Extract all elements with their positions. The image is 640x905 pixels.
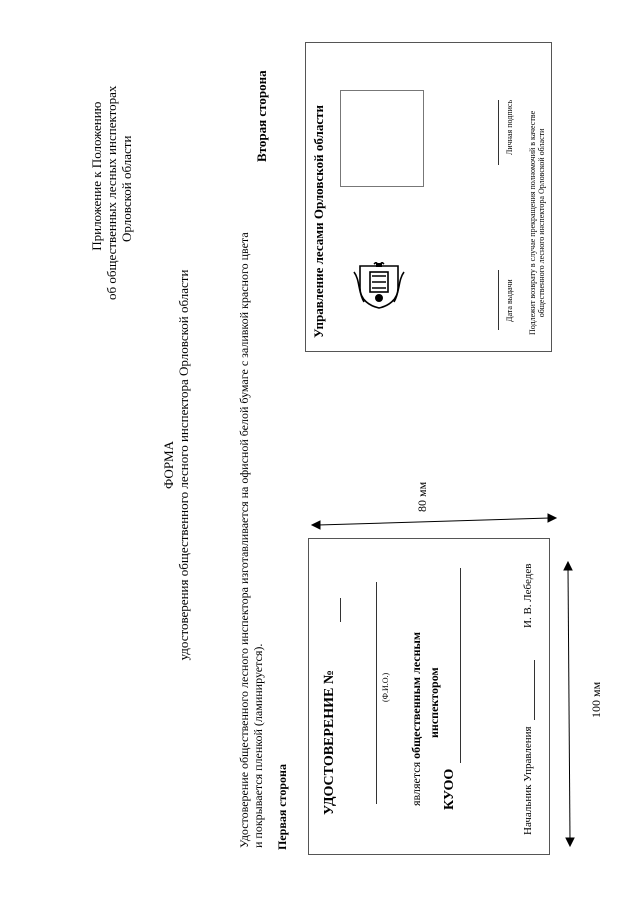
fio-caption: (Ф.И.О.) <box>381 672 390 702</box>
kuoo-line <box>460 568 461 763</box>
form-title-block <box>162 235 192 695</box>
certificate-number-line <box>340 598 341 622</box>
form-title: ФОРМА <box>161 441 176 489</box>
return-note <box>528 111 546 335</box>
certificate-number-heading: УДОСТОВЕРЕНИЕ № <box>322 670 337 815</box>
return-note-line2: общественного лесного инспектора Орловской области <box>537 128 547 318</box>
appendix-line3: Орловской области <box>118 135 134 242</box>
appendix-heading <box>90 86 135 300</box>
form-description <box>238 232 266 848</box>
orel-coat-of-arms-icon <box>352 262 406 310</box>
personal-signature-label: Личная подпись <box>505 99 514 155</box>
first-side-label: Первая сторона <box>275 764 289 850</box>
width-dimension-label: 100 мм <box>589 681 603 718</box>
chief-signature-line <box>534 660 535 720</box>
second-side-card <box>305 42 552 352</box>
role-line2: инспектором <box>427 667 441 738</box>
issue-date-line <box>498 270 499 330</box>
second-card-header: Управление лесами Орловской области <box>311 105 326 338</box>
issue-date-label: Дата выдачи <box>505 279 514 322</box>
chief-label: Начальник Управления <box>522 726 534 835</box>
form-subtitle: удостоверения общественного лесного инспектора Орловской области <box>175 269 191 661</box>
kuoo-label: КУОО <box>442 768 457 810</box>
role-prefix: является <box>409 761 423 806</box>
photo-placeholder <box>340 90 424 187</box>
height-dimension-label: 80 мм <box>415 481 429 512</box>
form-description-line1: Удостоверение общественного лесного инспектора изготавливается на офисной белой бумаге с заливкой красного цвета <box>237 232 251 848</box>
fio-line <box>376 582 377 804</box>
personal-signature-line <box>498 100 499 165</box>
appendix-line1: Приложение к Положению <box>89 101 104 251</box>
return-note-line1: Подлежит возврату в случае прекращения полномочий в качестве <box>528 110 537 335</box>
chief-name: И. В. Лебедев <box>522 563 534 628</box>
second-side-label: Вторая сторона <box>254 70 269 162</box>
role-bold: общественным лесным <box>409 631 423 759</box>
appendix-line2: об общественных лесных инспекторах <box>103 85 119 300</box>
role-text <box>410 632 424 806</box>
form-description-line2: и покрывается пленкой (ламинируется). <box>250 643 265 848</box>
